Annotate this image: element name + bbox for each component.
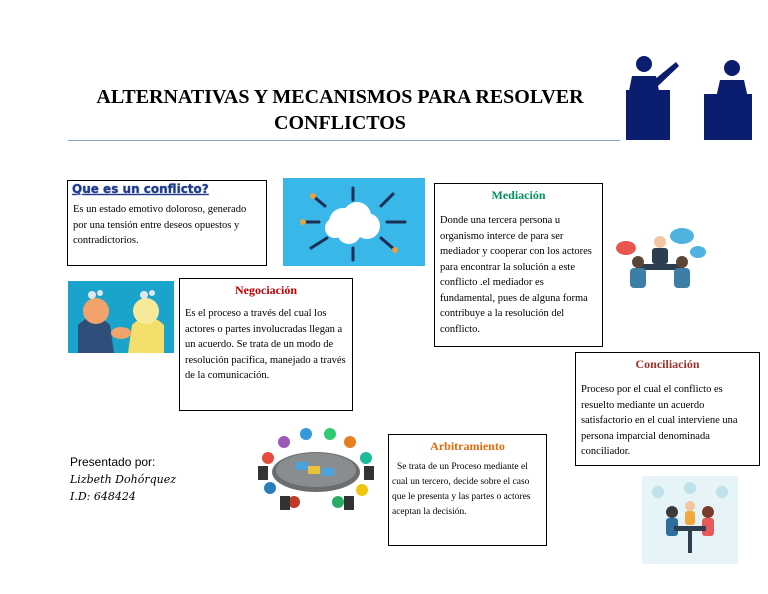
arbitramiento-box (388, 434, 547, 546)
author-name: Lizbeth Dohórquez (70, 473, 177, 486)
arbitramiento-text: Se trata de un Proceso mediante el cual un tercero, decide sobre el caso que le presenta y las partes o actores aceptan la decisión. (392, 462, 531, 517)
podium-speakers-icon (624, 50, 754, 142)
conflict-cloud-icon (283, 178, 425, 266)
conciliacion-box (575, 352, 760, 466)
conflicto-text: Es un estado emotivo doloroso, generado por una tensión entre deseos opuestos y contradictorios. (73, 204, 247, 246)
conflicto-box (67, 180, 267, 266)
title-divider (68, 140, 620, 141)
author-block (70, 455, 176, 505)
conciliacion-heading: Conciliación (635, 357, 700, 371)
conciliacion-text: Proceso por el cual el conflicto es resuelto mediante un acuerdo satisfactorio en el cual interviene una persona imparcial denominada conciliador. (581, 384, 738, 457)
author-id: I.D: 648424 (70, 490, 136, 503)
round-table-puzzle-icon (250, 424, 382, 512)
negociacion-text: Es el proceso a través del cual los actores o partes involucradas llegan a un acuerdo. Se trata de un modo de resolución pacífica, manejado a través de la comunicación. (185, 308, 346, 381)
mediacion-text: Donde una tercera persona u organismo interce de para ser mediador y cooperar con los actores para encontrar la solución a este conflicto .el mediador es fundamental, pues de alguna forma contribuye a la resolución del conflicto. (440, 215, 592, 335)
mediacion-heading: Mediación (491, 188, 546, 202)
author-label: Presentado por: (70, 455, 156, 469)
conflicto-heading: Que es un conflicto? (72, 182, 209, 196)
handshake-heads-icon (68, 281, 174, 353)
page-title: ALTERNATIVAS Y MECANISMOS PARA RESOLVER CONFLICTOS (96, 86, 584, 134)
mediacion-box (434, 183, 603, 347)
arbitramiento-heading: Arbitramiento (430, 439, 505, 453)
mediation-meeting-icon (614, 226, 706, 292)
negociacion-heading: Negociación (235, 283, 297, 297)
conciliation-table-icon (642, 476, 738, 564)
negociacion-box (179, 278, 353, 411)
